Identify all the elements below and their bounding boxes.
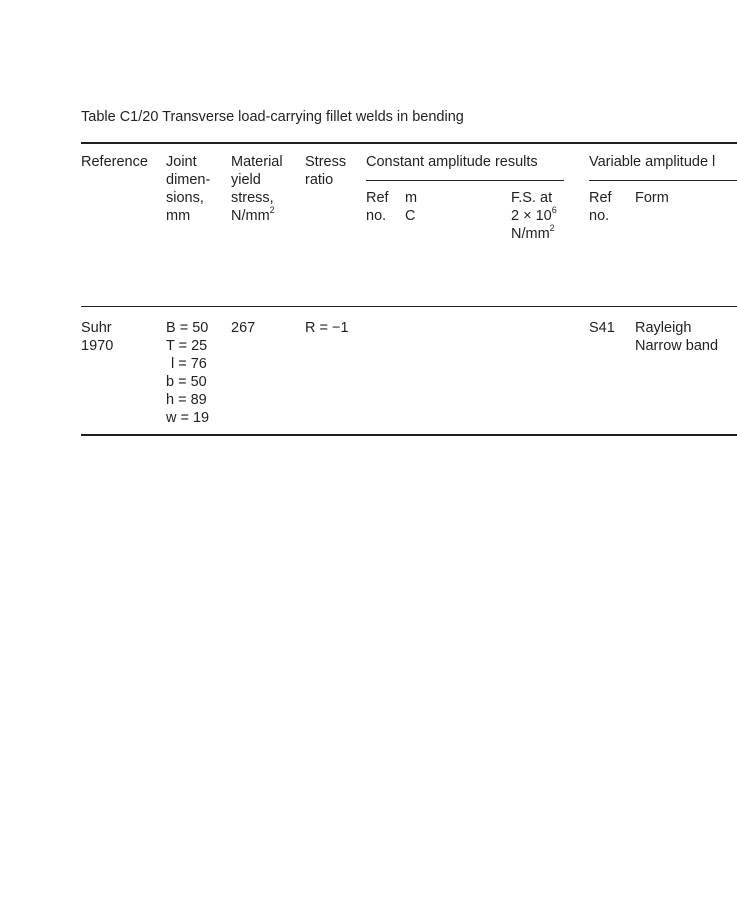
header-ca-fs-base: 2 × 10 bbox=[511, 208, 552, 224]
header-joint-line: Joint bbox=[166, 154, 197, 170]
header-ca-fs-unit: N/mm bbox=[511, 226, 550, 242]
table-caption: Table C1/20 Transverse load-carrying fillet welds in bending bbox=[81, 109, 464, 125]
row-reference-author: Suhr bbox=[81, 320, 112, 336]
header-joint-line: mm bbox=[166, 208, 191, 224]
row-stress-ratio: R = −1 bbox=[305, 320, 349, 336]
row-joint-dimensions bbox=[166, 319, 209, 427]
header-va-ref-line: Ref bbox=[589, 190, 612, 206]
header-constant-amplitude-group: Constant amplitude results bbox=[366, 154, 538, 170]
header-stress-ratio-line: ratio bbox=[305, 172, 334, 188]
header-ca-fs-line: F.S. at bbox=[511, 190, 553, 206]
header-ca-ref-line: no. bbox=[366, 208, 387, 224]
header-ca-fatigue-strength bbox=[511, 189, 557, 243]
row-va-form bbox=[635, 319, 718, 355]
header-joint-dimensions bbox=[166, 153, 210, 225]
header-va-form: Form bbox=[635, 190, 669, 206]
header-reference: Reference bbox=[81, 154, 148, 170]
row-joint-dim: h = 89 bbox=[166, 392, 207, 408]
header-stress-ratio bbox=[305, 153, 346, 189]
row-reference bbox=[81, 319, 113, 355]
header-ca-fs-exponent: 6 bbox=[551, 205, 557, 216]
row-joint-dim: B = 50 bbox=[166, 320, 209, 336]
header-ca-fs-unit-sup: 2 bbox=[549, 223, 555, 234]
header-joint-line: sions, bbox=[166, 190, 204, 206]
header-va-ref-line: no. bbox=[589, 208, 610, 224]
row-joint-dim: l = 76 bbox=[171, 356, 207, 372]
header-joint-line: dimen- bbox=[166, 172, 211, 188]
header-stress-ratio-line: Stress bbox=[305, 154, 347, 170]
header-ca-c: C bbox=[405, 208, 416, 224]
row-va-form-line: Narrow band bbox=[635, 338, 719, 354]
row-joint-dim: w = 19 bbox=[166, 410, 210, 426]
header-material-line: Material bbox=[231, 154, 283, 170]
header-ca-fs-line bbox=[511, 225, 557, 243]
header-material-line: yield bbox=[231, 172, 261, 188]
header-ca-m: m bbox=[405, 190, 418, 206]
row-va-form-line: Rayleigh bbox=[635, 320, 692, 336]
header-bottom-rule bbox=[81, 306, 737, 307]
row-va-ref-no: S41 bbox=[589, 320, 615, 336]
row-joint-dim: T = 25 bbox=[166, 338, 208, 354]
header-variable-amplitude-group: Variable amplitude l bbox=[589, 154, 716, 170]
header-material-unit-sup: 2 bbox=[269, 205, 275, 216]
constant-amplitude-group-rule bbox=[366, 180, 564, 181]
row-reference-year: 1970 bbox=[81, 338, 114, 354]
header-va-ref-no bbox=[589, 189, 612, 225]
table-top-rule bbox=[81, 142, 737, 144]
header-material-unit-text: N/mm bbox=[231, 208, 270, 224]
header-material-line: stress, bbox=[231, 190, 274, 206]
variable-amplitude-group-rule bbox=[589, 180, 737, 181]
header-ca-ref-line: Ref bbox=[366, 190, 389, 206]
header-ca-m-c bbox=[405, 189, 417, 225]
table-bottom-rule bbox=[81, 434, 737, 436]
header-material-yield-stress bbox=[231, 153, 283, 225]
header-material-unit bbox=[231, 207, 283, 225]
row-material-yield-stress: 267 bbox=[231, 320, 256, 336]
row-joint-dim: b = 50 bbox=[166, 374, 207, 390]
header-ca-ref-no bbox=[366, 189, 389, 225]
